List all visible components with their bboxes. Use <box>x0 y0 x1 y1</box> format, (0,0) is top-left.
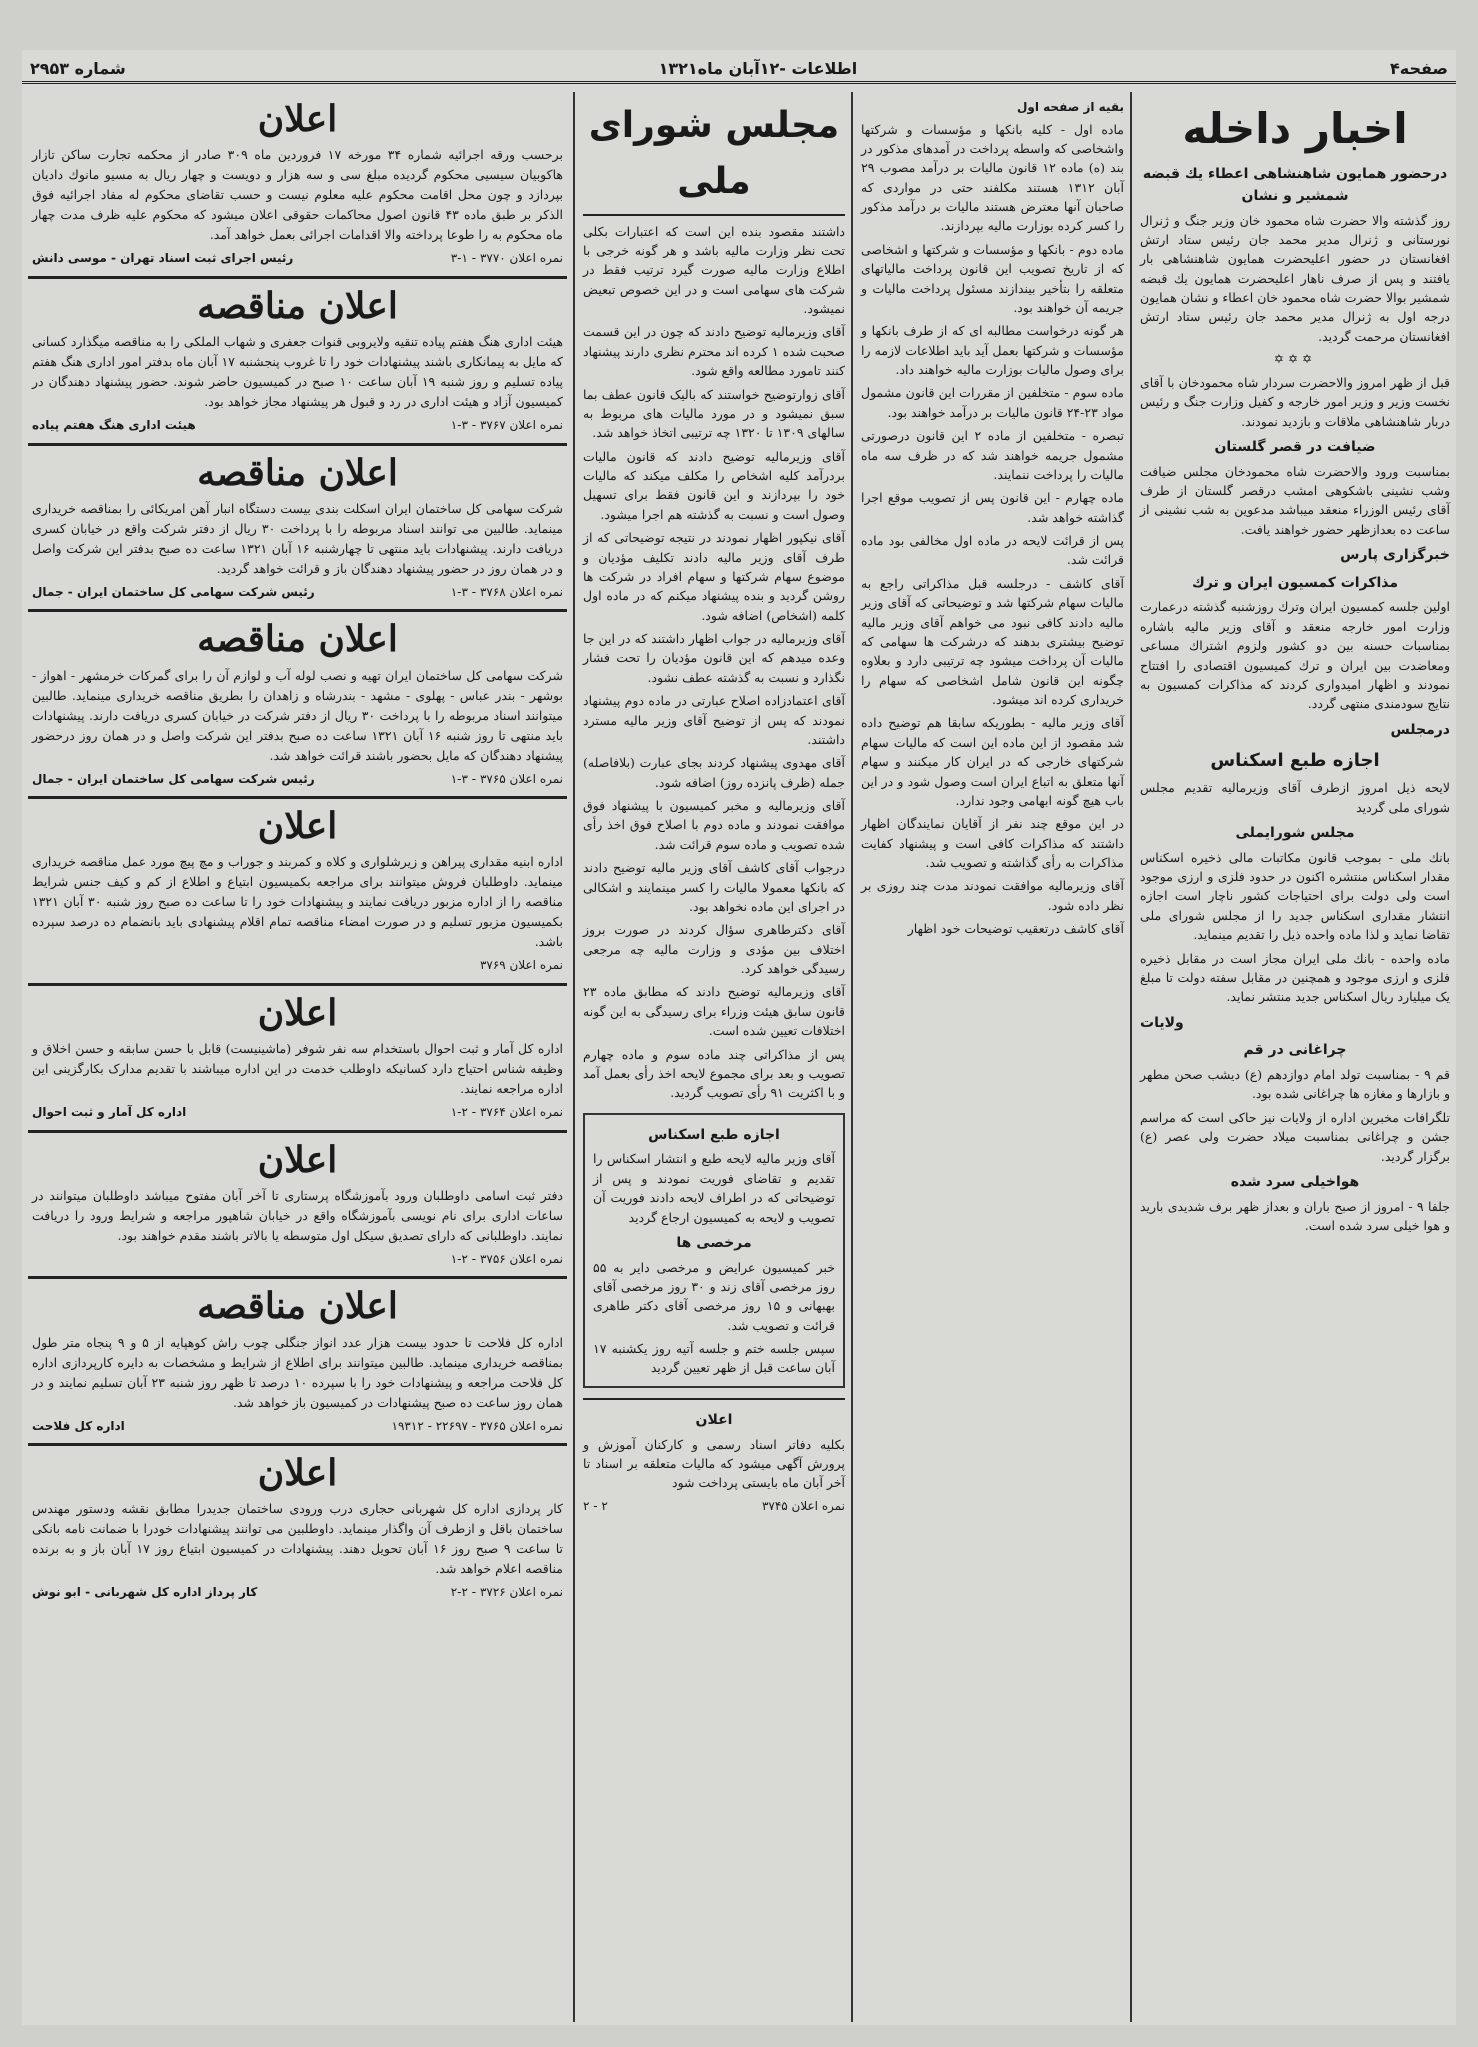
ad-footer <box>32 1583 563 1602</box>
article-body: ماده سوم - متخلفین از مقررات این قانون مشمول مواد ۲۳-۲۴ قانون مالیات بر درآمد خواهند بود. <box>861 385 1124 420</box>
article-body: آقای وزیرمالیه توضیح دادند که مطابق ماده ۲۳ قانون سابق هیئت وزراء برای رسیدگی به این گونه اختلافات تعیین شده است. <box>583 984 845 1039</box>
article-body: آقای وزیر مالیه - بطوریکه سابقا هم توضیح داده شد مقصود از این ماده این است که مالیات سهام شرکتهای خارجی که در ایران کار میکنند و سهام آنها متعلق به اتباع ایران است وصول شود و در این باب هیچ گونه ابهامی وجود ندارد. <box>861 715 1124 808</box>
article-body: آقای کاشف - درجلسه قبل مذاکراتی راجع به مالیات سهام شرکتها شد و توضیحاتی که آقای وزیر مالیه دادند کافی نبود می خواهم آقای وزیر مالیه توضیح بیشتری بدهند که درشرکت ها سهامی که مالیات آن پرداخت میشود چه ترتیبی دارد و بعلاوه چگونه این قانون شامل اشخاصی که سهام را خریداری کرده اند میشود. <box>861 575 1124 708</box>
headline-majlis: مجلس شورای ملی <box>583 92 845 216</box>
ad-signature: رئیس شرکت سهامی کل ساختمان ایران - جمال <box>32 771 315 786</box>
ad-block <box>28 1279 567 1446</box>
article-body: هر گونه درخواست مطالبه ای که از طرف بانکها و مؤسسات و شرکتها بعمل آید باید اطلاعات لازمه را برای وصول مالیات بوزارت مالیه خواهند داد. <box>861 323 1124 378</box>
ad-signature: هیئت اداری هنگ هفتم پیاده <box>32 417 196 432</box>
article-body: داشتند مقصود بنده این است که اعتبارات بکلی تحت نظر وزارت مالیه باشد و هر گونه خرجی با اطلاع وزارت مالیه صورت گیرد ترتیب فقط در شرکت های سهامی است و در این خصوص تبعیض نمیشود. <box>583 223 845 317</box>
column-advertisements <box>22 92 573 2022</box>
issue-number: شماره ۲۹۵۳ <box>30 59 126 78</box>
ad-footer <box>32 1103 563 1122</box>
article-body: روز گذشته والا حضرت شاه محمود خان وزیر جنگ و ژنرال نورستانی و ژنرال مدیر محمد جان رئیس ستاد ارتش افغانستان در حضور اعلیحضرت همایون شاهنشاهی بار یافتند و پس از صرف ناهار اعلیحضرت همایون یك قبضه شمشیر بوالا حضرت شاه محمود خان اعطاء و نشان همایون درجه اول به ژنرال مدیر محمد جان رئیس ستاد ارتش افغانستان مرحمت گردید. <box>1140 212 1450 344</box>
ad-block <box>28 279 567 446</box>
ad-footer <box>32 249 563 268</box>
headline-cold-weather: هواخیلی سرد شده <box>1230 1173 1360 1190</box>
ad-title: اعلان <box>257 1138 338 1181</box>
article-body: تبصره - متخلفین از ماده ۲ این قانون درصورتی مشمول جریمه خواهند شد که در ظرف سه ماه مالیات را پرداخت ننمایند. <box>861 428 1124 482</box>
ad-footer <box>32 583 563 602</box>
article-body: آقای وزیرمالیه موافقت نمودند مدت چند روزی بر نظر داده شود. <box>861 878 1124 913</box>
ad-title: اعلان مناقصه <box>197 284 398 327</box>
continued-label: بقیه از صفحه اول <box>1016 100 1124 114</box>
ad-body: برحسب ورقه اجرائیه شماره ۳۴ مورخه ۱۷ فروردین ماه ۳۰۹ صادر از محکمه تجارت ساکن تازار هاکوبیان سیسیی محکوم گردیده مبلغ سی و سه هزار و دویست و چهار ریال به مسیو مانوك دادیان بپردازد و چون محل اقامت محکوم علیه معلوم نیست و حسب تقاضای محکوم له مفاد اجرائیه فوق الذکر بر طبق ماده ۴۳ قانون اصول محاکمات حقوقی اعلان میشود که محکوم علیه ظرف مدت چهار ماه محکوم به را طوعا پرداخته والا اقدامات اجرائی بعمل خواهد آمد. <box>32 147 563 243</box>
ad-body: دفتر ثبت اسامی داوطلبان ورود بآموزشگاه پرستاری تا آخر آبان مفتوح میباشد داوطلبان میتوانند در ساعات اداری برای نام نویسی بآموزشگاه واقع در خیابان شاهپور مراجعه و شرایط ورود را دریافت نمایند. داوطلبانی که دارای تصدیق سیکل اول متوسطه یا بالاتر باشند مقدم خواهند بود. <box>32 1187 563 1243</box>
ad-block <box>28 92 567 279</box>
ad-footer <box>32 770 563 789</box>
article-body: لایحه ذیل امروز ازطرف آقای وزیرمالیه تقدیم مجلس شورای ملی گردید <box>1140 780 1450 815</box>
article-body: آقای زوارتوضیح خواستند که بالیک قانون عطف بما سبق نمیشود و در مورد مالیات های مربوط به سالهای ۱۳۰۹ تا ۱۳۲۰ چه ترتیبی اتخاذ خواهد شد. <box>583 386 845 441</box>
boxed-item-banknotes <box>583 1113 845 1388</box>
ad-title: اعلان مناقصه <box>197 451 398 494</box>
ad-ref: نمره اعلان ۳۷۷۰ - ۱-۳ <box>450 251 563 266</box>
ad-ref: نمره اعلان ۳۷۶۴ - ۲-۱ <box>450 1105 563 1120</box>
article-body: آقای کاشف درتعقیب توضیحات خود اظهار <box>907 921 1124 937</box>
ad-block <box>28 1446 567 1610</box>
kicker-pars-agency: خبرگزاری پارس <box>1340 547 1450 564</box>
article-body: پس از مذاکراتی چند ماده سوم و ماده چهارم تصویب و بعد برای مجموع لایحه اخذ رأی بعمل آمد و با اکثریت ۹۱ رأی تصویب گردید. <box>583 1046 845 1101</box>
ad-signature: رئیس اجرای ثبت اسناد تهران - موسی دانش <box>32 251 294 266</box>
headline-sword-award: درحضور همایون شاهنشاهی اعطاء یك قبضه شمشیر و نشان <box>1142 166 1448 204</box>
ad-footer <box>32 956 563 975</box>
ad-body: اداره کل فلاحت تا حدود بیست هزار عدد انواز جنگلی چوب راش کوهپایه از ۵ و ۹ پنجاه متر طول بمناقصه خریداری مینماید. طالبین میتوانند برای اطلاع از شرایط و مشخصات به دایره کارپردازی اداره کل فلاحت مراجعه و پیشنهادات خود را با سپرده ۱۰ درصد تا ظهر روز شنبه ۲۳ آبان تسلیم نمایند و در همان روز ساعت ده صبح پیشنهادات در کمیسیون باز خواهد شد. <box>32 1334 564 1410</box>
ad-block <box>28 986 567 1133</box>
ad-signature: رئیس شرکت سهامی کل ساختمان ایران - جمال <box>32 584 315 599</box>
article-body: آقای مهدوی پیشنهاد کردند بجای عبارت (بلافاصله) جمله (ظرف پانزده روز) اضافه شود. <box>583 755 845 790</box>
ad-signature: کار پرداز اداره کل شهربانی - ابو نوش <box>32 1585 258 1600</box>
box-body: خبر کمیسیون عرایض و مرخصی دایر به ۵۵ روز مرخصی آقای زند و ۳۰ روز مرخصی آقای بهبهانی و ۱۵ روز مرخصی آقای دکتر طاهری قرائت و تصویب شد. <box>593 1259 836 1333</box>
headline-golestan-banquet: ضیافت در قصر گلستان <box>1214 438 1376 455</box>
article-body: تلگرافات مخبرین اداره از ولایات نیز حاکی است که مراسم جشن و چراغانی بمناسبت میلاد حضرت ولی عصر (ع) برگزار گردید. <box>1140 1109 1450 1164</box>
ad-block <box>28 799 567 986</box>
article-body: در این موقع چند نفر از آقایان نمایندگان اظهار داشتند که مذاکرات کافی است و پیشنهاد کفایت مذاکرات به رأی گذاشته و تصویب شد. <box>861 816 1124 871</box>
article-body: قبل از ظهر امروز والاحضرت سردار شاه محمودخان با آقای نخست وزیر و وزیر امور خارجه و کفیل وزارت جنگ و رئیس دربار شاهنشاهی ملاقات و بازدید نمودند. <box>1140 374 1450 429</box>
ad-ref: نمره اعلان ۳۷۶۷ - ۳-۱ <box>450 417 563 432</box>
ad-footer <box>32 1417 563 1436</box>
article-body: ماده چهارم - این قانون پس از تصویب موقع اجرا گذاشته خواهد شد. <box>861 490 1124 525</box>
headline-iran-turkey-commission: مذاکرات کمسیون ایران و ترك <box>1192 574 1398 591</box>
ad-title: اعلان مناقصه <box>197 1285 398 1328</box>
column-rule <box>1130 92 1132 2022</box>
notice-ref: نمره اعلان ۳۷۴۵ <box>761 1498 845 1513</box>
bottom-notice-footer <box>583 1497 845 1516</box>
ad-body: شرکت سهامی کل ساختمان ایران تهیه و نصب لوله آب و لوازم آن را برای گمرکات خرمشهر - اهواز - بوشهر - بندر عباس - پهلوی - مشهد - بندرشاه و زاهدان را بطریق مناقصه خریداری مینماید. طالبین میتوانند اسناد مربوطه را با پرداخت ۳۰ ریال از دفتر شرکت در خیابان کسری دریافت دارند. پیشنهادات باید منتهی تا روز شنبه ۱۶ آبان ۱۳۲۱ ساعت ده صبح بدفتر این شرکت واصل و در همان روز درحضور پیشنهاد دهندگان که مایل بحضور باشند قرائت خواهد شد. <box>32 667 564 763</box>
ad-title: اعلان <box>257 98 338 140</box>
headline-national-assembly: مجلس شورایملی <box>1235 825 1355 842</box>
ad-footer <box>32 416 563 435</box>
column-rule <box>851 92 853 2022</box>
article-body: آقای وزیرمالیه توضیح دادند که چون در این قسمت صحبت شده ۱ کرده اند محترم نظری دارند پیشنهاد کنند تامورد مطالعه واقع شود. <box>583 324 845 379</box>
article-body: ماده واحده - بانك ملی ایران مجاز است در مقابل ذخیره فلزی و ارزی موجود و همچنین در مقابل سفته دولت تا مبلغ یک میلیارد ریال اسکناس جدید منتشر نماید. <box>1140 950 1450 1005</box>
notice-code: ۲ - ۲ <box>583 1498 608 1513</box>
ad-signature: اداره کل فلاحت <box>32 1418 125 1433</box>
article-body: ماده دوم - بانکها و مؤسسات و شرکتها و اشخاصی که از تاریخ تصویب این قانون پرداخت مالیاتهای متعلقه را بتأخیر بیندازند مسئول پرداخت مالیات و جریمه آن خواهند بود. <box>861 241 1124 315</box>
ad-block <box>28 612 567 799</box>
ad-body: شرکت سهامی کل ساختمان ایران اسکلت بندی بیست دستگاه انبار آهن امریکائی را بمناقصه خریداری مینماید. طالبین می توانند اسناد مربوطه را با پرداخت ۳۰ ریال از دفتر شرکت واقع در خیابان کسری دریافت دارند. پیشنهادات باید منتهی تا چهارشنبه ۱۶ آبان ۱۳۲۱ ساعت ده صبح بدفتر این شرکت واصل و در همان روز در حضور پیشنهاد دهندگان باز و قرائت خواهد گردید. <box>32 500 563 576</box>
page-label: صفحه۴ <box>1390 59 1448 78</box>
article-body: ماده اول - کلیه بانکها و مؤسسات و شرکتها واشخاصی که واسطه پرداخت در آمدهای مذکور در بند (ه) ماده ۱۲ قانون مالیات بر درآمد مصوب ۲۹ آبان ۱۳۱۲ هستند مکلفند حتی در مواردی که صاحبان آنها معترض هستند مالیات بر درآمد مذکور را کسر کرده بوزارت مالیه بپردازند. <box>861 121 1124 234</box>
article-body: آقای وزیرمالیه در جواب اظهار داشتند که در این جا وعده میدهم که این قانون مؤدیان را تحت فشار نگذارد و نسبت به گذشته عطف نشود. <box>583 631 845 685</box>
issue-line: اطلاعات -۱۲آبان ماه۱۳۲۱ <box>658 59 858 78</box>
article-body: قم ٩ - بمناسبت تولد امام دوازدهم (ع) دیشب صحن مطهر و بازارها و مغازه ها چراغانی شده بود. <box>1140 1067 1450 1102</box>
article-body: آقای وزیرمالیه و مخبر کمیسیون با پیشنهاد فوق موافقت نمودند و ماده دوم با اصلاح فوق اخذ رأی شده تصویب و ماده سوم قرائت شد. <box>583 798 845 852</box>
ad-ref: نمره اعلان ۳۷۶۵ - ۳-۱ <box>450 771 563 786</box>
headline-banknote-printing: اجازه طبع اسکناس <box>1210 750 1380 772</box>
ad-footer <box>32 1250 563 1269</box>
bottom-notice-title: اعلان <box>695 1411 733 1428</box>
ad-block <box>28 1133 567 1280</box>
ad-ref: نمره اعلان ۳۷۵۶ - ۲-۱ <box>450 1251 563 1266</box>
box-body: آقای وزیر مالیه لایحه طبع و انتشار اسکناس را تقدیم و تقاضای فوریت نمودند و پس از توضیحاتی که در اطراف لایحه دادند فوریت آن تصویب و لایحه به کمیسیون ارجاع گردید <box>593 1151 835 1225</box>
kicker-provinces: ولایات <box>1140 1014 1184 1031</box>
box-title: اجازه طبع اسکناس <box>648 1126 780 1143</box>
column-rule <box>573 92 575 2022</box>
article-body: پس از قرائت لایحه در ماده اول مخالفی بود ماده قرائت شد. <box>861 533 1124 568</box>
ad-ref: نمره اعلان ۳۷۶۹ <box>479 958 563 973</box>
article-body: آقای نیکپور اظهار نمودند در نتیجه توضیحاتی که از طرف آقای وزیر مالیه دادند تکلیف مؤدیان و موضوع سهام شرکتها و سهام افراد در شرکت ها روشن گردید و بنده پیشنهاد میکنم که در ماده اول کلمه (اشخاص) اضافه شود. <box>583 530 845 623</box>
column-majlis <box>577 92 851 2022</box>
article-body: بمناسبت ورود والاحضرت شاه محمودخان مجلس ضیافت وشب نشینی باشکوهی امشب درقصر گلستان از طرف آقای رئیس الوزراء منعقد میباشد مدعوین به شب نشینی از ساعت ده بعدازظهر حضور خواهند یافت. <box>1140 463 1450 537</box>
ad-title: اعلان <box>257 1452 338 1495</box>
headline-qom-illumination: چراغانی در قم <box>1243 1042 1347 1059</box>
box-body: سپس جلسه ختم و جلسه آتیه روز یکشنبه ۱۷ آبان ساعت قبل از ظهر تعیین گردید <box>593 1341 835 1376</box>
article-body: بانك ملی - بموجب قانون مکاتبات مالی ذخیره اسکناس مقدار اسکناس منتشره اکنون در حدود فلزی و ارزی موجود است ولی دولت برای احتیاجات کشور ناچار است اجازه انتشار مقداری اسکناس جدید را از مجلس شورای ملی تقاضا نماید و لذا ماده واحده ذیل را تقدیم مینماید. <box>1140 849 1450 943</box>
ad-block <box>28 446 567 613</box>
article-body: آقای دکترطاهری سؤال کردند در صورت بروز اختلاف بین مؤدی و وزارت مالیه چه مرجعی رسیدگی خواهد کرد. <box>583 922 845 977</box>
ad-title: اعلان <box>257 805 338 848</box>
column-domestic-news <box>1134 92 1456 2022</box>
ad-body: هیئت اداری هنگ هفتم پیاده تنقیه ولایروبی قنوات جعفری و شهاب الملکی را به مناقصه میگذارد کسانی که مایل به پیمانکاری باشند پیشنهادات خود را تا غروب پنجشنبه ۱۷ آبان ماه بدفتر امور اداری هنگ هفتم پیاده تسلیم و روز شنبه ۱۹ آبان ساعت ۱۰ صبح در کمیسیون حاضر شوند. حضور پیشنهاد دهندگان در کمیسیون آزاد و هیئت اداری در رد و قبول هر پیشنهاد مجاز خواهد بود. <box>32 333 564 409</box>
article-body: آقای وزیرمالیه توضیح دادند که قانون مالیات بردرآمد کلیه اشخاص را مکلف میکند که مالیات خود را بپردازند و این قانون فقط برای تسهیل وصول است و نسبت به گذشته هم اجرا میشود. <box>583 448 845 522</box>
article-body: درجواب آقای کاشف آقای وزیر مالیه توضیح دادند که بانکها معمولا مالیات را کسر مینمایند و اشکالی در اجرای این ماده نخواهد بود. <box>583 860 845 914</box>
ad-title: اعلان <box>257 991 338 1034</box>
ad-ref: نمره اعلان ۳۷۲۶ - ۲-۲ <box>450 1585 563 1600</box>
bottom-notice-body: بکلیه دفاتر اسناد رسمی و کارکنان آموزش و پرورش آگهی میشود که مالیات متعلقه بر اسناد تا آخر آبان ماه بایستی پرداخت شود <box>583 1436 845 1491</box>
article-body: اولین جلسه کمسیون ایران وترك روزشنبه گذشته درعمارت وزارت امور خارجه منعقد و آقای وزیر مالیه باشاره بمناسبات حسنه بین دو کشور ولزوم اشتراك مساعی ومعاضدت بین ایران و ترك کمیسیون اقتصادی را افتتاح نمودند و اظهار امیدواری کردند که مذاکرات کمسیون به نتایج سودمندی منتهی گردد. <box>1140 599 1450 712</box>
ad-body: کار پردازی اداره کل شهربانی حجاری درب ورودی ساختمان جدیدرا مطابق نقشه ودستور مهندس ساختمان باقل و ازطرف آن واگذار مینماید. داوطلبین می توانند پیشنهادات خودرا با ضمانت نامه بانکی تا ساعت ۹ صبح روز ۱۶ آبان تحویل دهند. پیشنهادات در کمیسیون ابتیاع روز ۱۷ آبان باز و به برنده مناقصه اعلام خواهد شد. <box>32 1501 564 1577</box>
article-body: آقای اعتمادزاده اصلاح عبارتی در ماده دوم پیشنهاد نمودند که پس از توضیح آقای وزیر مالیه مسترد داشتند. <box>583 693 845 747</box>
ad-body: اداره ابنیه مقداری پیراهن و زیرشلواری و کلاه و کمربند و جوراب و مچ پیچ مورد عمل مناقصه خریداری مینماید. داوطلبان فروش میتوانند برای مراجعه بکمیسیون ابتیاع و اطلاع از کم و کیف جنس شرایط مناقصه را از اداره مزبور دریافت نمایند و پیشنهادات خود را تا ساعت ده صبح روز شنبه ۳۰ آبان ۱۳۲۱ بکمیسیون مزبور تسلیم و در صورت امضاء مناقصه تمام اقلام پیشنهادی باید بانضمام ده درصد سپرده باشد. <box>32 854 564 950</box>
kicker-in-parliament: درمجلس <box>1390 721 1450 738</box>
ad-ref: نمره اعلان ۳۷۶۸ - ۳-۱ <box>450 584 563 599</box>
masthead-domestic-news: اخبار داخله <box>1182 104 1408 153</box>
ad-body: اداره کل آمار و ثبت احوال باستخدام سه نفر شوفر (ماشینیست) قابل با حسن سابقه و حسن اخلاق و وظیفه شناس احتیاج دارد کسانیکه داوطلب خدمت در این اداره میباشند با تقدیم مدارک بکارگزینی این اداره مراجعه نمایند. <box>32 1041 563 1097</box>
column-parliament-continued <box>855 92 1130 2022</box>
ad-signature: اداره کل آمار و ثبت احوال <box>32 1105 187 1120</box>
ad-ref: نمره اعلان ۳۷۶۵ - ۲۲۶۹۷ - ۱۹۳۱۲ <box>391 1418 563 1433</box>
ad-title: اعلان مناقصه <box>197 618 398 661</box>
box-title: مرخصی ها <box>676 1234 752 1251</box>
divider-stars: ✡✡✡ <box>1273 352 1317 367</box>
page-header <box>22 56 1456 84</box>
article-body: جلفا ٩ - امروز از صبح باران و بعداز ظهر برف شدیدی بارید و هوا خیلی سرد شده است. <box>1140 1198 1450 1234</box>
